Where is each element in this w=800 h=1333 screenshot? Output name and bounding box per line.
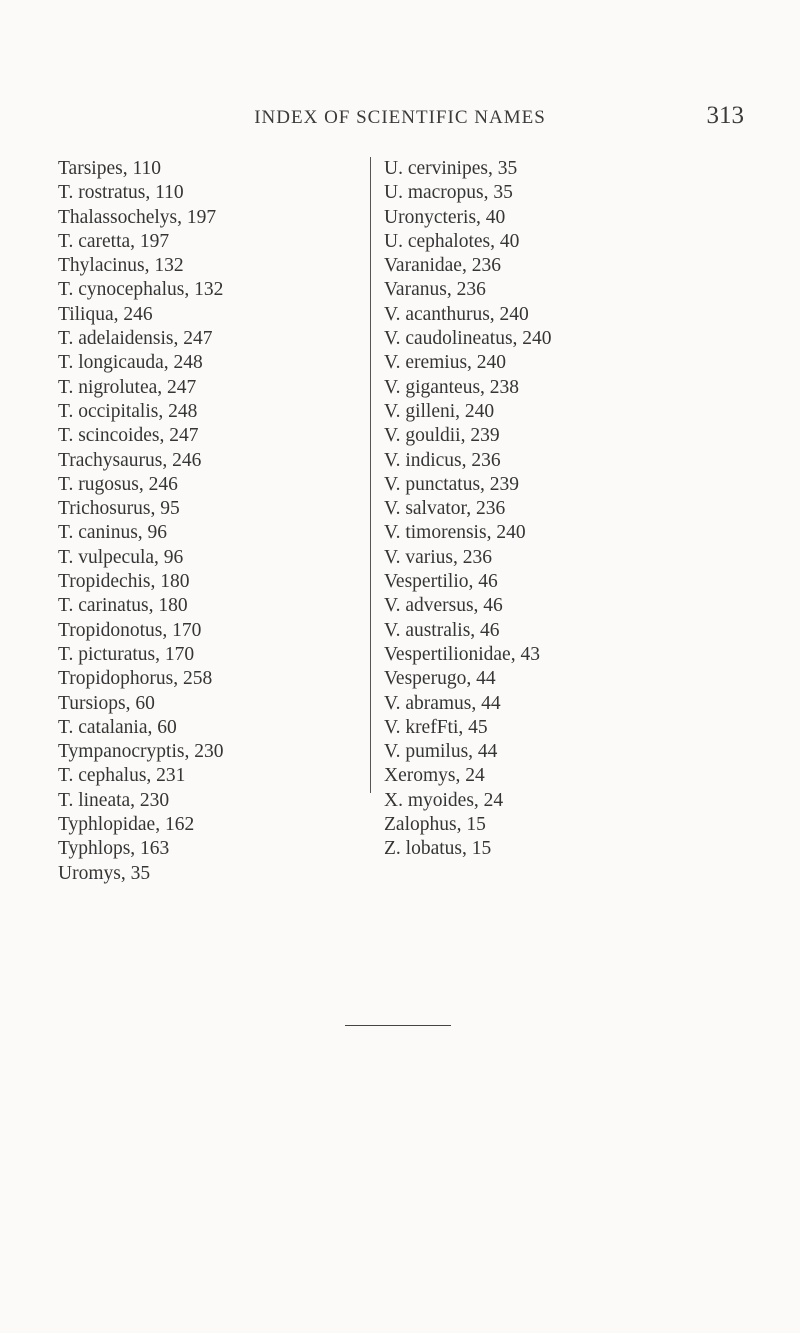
index-entry: T. carinatus, 180 xyxy=(58,595,188,617)
index-entry: V. acanthurus, 240 xyxy=(384,303,529,325)
index-entry: T. caretta, 197 xyxy=(58,230,170,252)
index-entry: V. eremius, 240 xyxy=(384,352,507,374)
index-entry: V. caudolineatus, 240 xyxy=(384,328,552,350)
index-entry: Vespertilionidae, 43 xyxy=(384,643,540,665)
index-entry: Trachysaurus, 246 xyxy=(58,449,202,471)
index-entry: Vesperugo, 44 xyxy=(384,668,496,690)
index-entry: Tympanocryptis, 230 xyxy=(58,741,224,763)
index-entry: V. punctatus, 239 xyxy=(384,473,520,495)
index-entry: Typhlops, 163 xyxy=(58,838,170,860)
index-column-left xyxy=(58,157,358,886)
index-entry: T. nigrolutea, 247 xyxy=(58,376,197,398)
index-entry: Tropidechis, 180 xyxy=(58,571,190,593)
running-title: INDEX OF SCIENTIFIC NAMES xyxy=(254,107,546,128)
index-entry: V. australis, 46 xyxy=(384,619,500,641)
index-entry: V. indicus, 236 xyxy=(384,449,501,471)
index-entry: Trichosurus, 95 xyxy=(58,498,180,520)
index-entry: Z. lobatus, 15 xyxy=(384,838,492,860)
index-entry: T. longicauda, 248 xyxy=(58,352,203,374)
index-entry: Tropidonotus, 170 xyxy=(58,619,202,641)
index-column-right xyxy=(384,157,684,862)
index-entry: Xeromys, 24 xyxy=(384,765,485,787)
index-entry: T. vulpecula, 96 xyxy=(58,546,184,568)
index-entry: T. adelaidensis, 247 xyxy=(58,328,213,350)
index-entry: T. rostratus, 110 xyxy=(58,182,184,204)
index-entry: V. timorensis, 240 xyxy=(384,522,526,544)
index-entry: V. varius, 236 xyxy=(384,546,492,568)
index-entry: V. abramus, 44 xyxy=(384,692,501,714)
index-entry: T. occipitalis, 248 xyxy=(58,400,198,422)
index-entry: Tursiops, 60 xyxy=(58,692,155,714)
index-entry: Tarsipes, 110 xyxy=(58,158,161,179)
index-entry: Varanidae, 236 xyxy=(384,255,501,277)
index-entry: V. gouldii, 239 xyxy=(384,425,500,447)
index-entry: T. cephalus, 231 xyxy=(58,765,186,787)
index-entry: T. catalania, 60 xyxy=(58,716,177,738)
index-entry: T. picturatus, 170 xyxy=(58,643,195,665)
index-entry: T. scincoides, 247 xyxy=(58,425,199,447)
index-entry: V. krefFti, 45 xyxy=(384,716,488,738)
index-entry: T. lineata, 230 xyxy=(58,789,170,811)
index-entry: Zalophus, 15 xyxy=(384,814,486,836)
index-entry: T. caninus, 96 xyxy=(58,522,168,544)
end-rule xyxy=(345,1025,451,1026)
page-number: 313 xyxy=(706,102,744,129)
index-entry: Thylacinus, 132 xyxy=(58,255,184,277)
index-entry: Tiliqua, 246 xyxy=(58,303,153,325)
index-entry: Tropidophorus, 258 xyxy=(58,668,213,690)
index-entry: Vespertilio, 46 xyxy=(384,571,498,593)
index-entry: V. salvator, 236 xyxy=(384,498,506,520)
index-entry: V. gilleni, 240 xyxy=(384,400,495,422)
index-entry: Varanus, 236 xyxy=(384,279,486,301)
index-entry: X. myoides, 24 xyxy=(384,789,504,811)
index-entry: T. rugosus, 246 xyxy=(58,473,178,495)
index-entry: Uronycteris, 40 xyxy=(384,206,506,228)
index-entry: U. cervinipes, 35 xyxy=(384,158,518,179)
index-entry: Typhlopidae, 162 xyxy=(58,814,195,836)
index-entry: V. pumilus, 44 xyxy=(384,741,498,763)
index-entry: V. adversus, 46 xyxy=(384,595,503,617)
column-divider xyxy=(370,157,371,793)
index-entry: U. macropus, 35 xyxy=(384,182,513,204)
index-entry: Thalassochelys, 197 xyxy=(58,206,217,228)
index-entry: Uromys, 35 xyxy=(58,862,151,884)
index-entry: U. cephalotes, 40 xyxy=(384,230,520,252)
index-entry: T. cynocephalus, 132 xyxy=(58,279,224,301)
index-entry: V. giganteus, 238 xyxy=(384,376,520,398)
